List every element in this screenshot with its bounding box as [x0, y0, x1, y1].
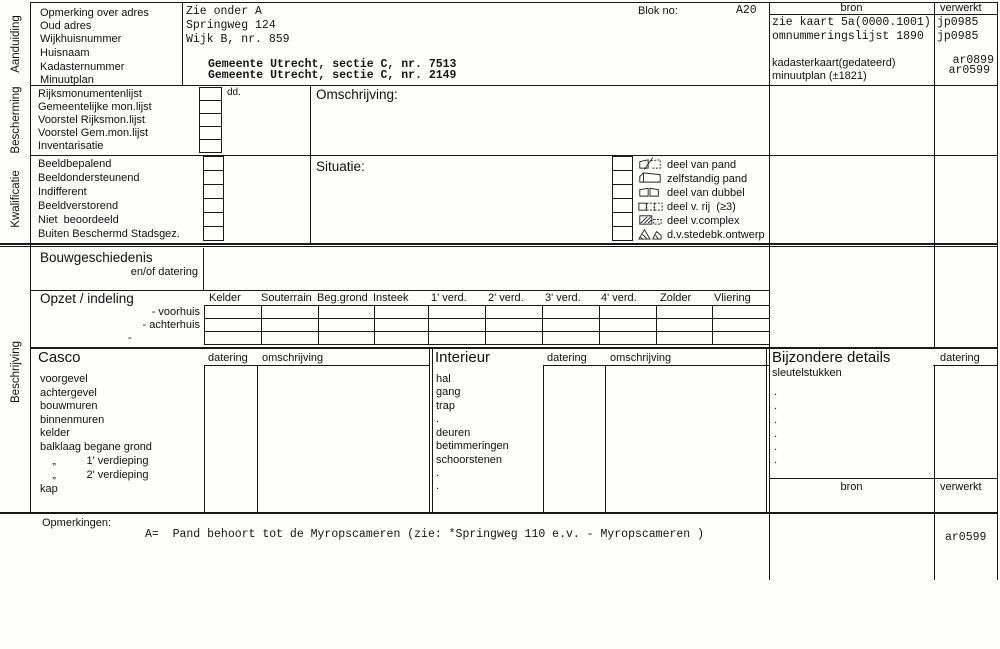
deel-v-rij-checkbox — [612, 198, 633, 213]
grid-line — [204, 318, 769, 319]
interieur-row-label: hal — [436, 373, 451, 385]
casco-row-label: bouwmuren — [40, 400, 98, 412]
double-building-icon — [637, 185, 663, 198]
section-divider — [0, 246, 997, 247]
voorstel-gemmon-checkbox — [199, 126, 222, 140]
field-label-wijkhuisnummer: Wijkhuisnummer — [40, 33, 122, 45]
interieur-omschrijving-header: omschrijving — [610, 352, 672, 364]
casco-datering-header: datering — [208, 352, 248, 364]
casco-omschrijving-header: omschrijving — [262, 352, 324, 364]
bijzondere-datering-header: datering — [940, 352, 980, 364]
divider — [30, 290, 769, 291]
complex-building-icon — [637, 213, 663, 226]
side-label-kwalificatie: Kwalificatie — [10, 170, 22, 228]
opmerkingen-note: A= Pand behoort tot de Myropscameren (zie: *Springweg 110 e.v. - Myropscameren ) — [145, 528, 704, 541]
opzet-column-header: 3' verd. — [545, 292, 581, 304]
value-opmerking-over-adres: Zie onder A — [186, 5, 262, 18]
half-building-icon — [637, 157, 663, 170]
sleutelstukken-label: sleutelstukken — [772, 367, 842, 379]
dd-label: dd. — [227, 87, 241, 98]
kwalificatie-item-label: Niet beoordeeld — [38, 214, 119, 226]
opzet-column-header: Beg.grond — [317, 292, 368, 304]
opzet-column-header: 1' verd. — [431, 292, 467, 304]
grid-line — [374, 305, 375, 344]
bron-entry: omnummeringslijst 1890 — [772, 30, 924, 43]
kwalificatie-item-label: Indifferent — [38, 186, 87, 198]
situatie-option-label: deel van pand — [667, 159, 737, 171]
casco-row-label: binnenmuren — [40, 414, 105, 426]
bron-entry-printed: minuutplan (±1821) — [772, 70, 867, 82]
indifferent-checkbox — [203, 184, 224, 199]
detail-dot-row: . — [774, 428, 778, 440]
divider — [30, 85, 997, 86]
value-minuutplan: Gemeente Utrecht, sectie C, nr. 2149 — [208, 69, 457, 82]
verwerkt-entry: jp0985 — [937, 30, 979, 43]
opzet-column-header: Vliering — [714, 292, 751, 304]
side-label-aanduiding: Aanduiding — [10, 15, 22, 73]
value-oud-adres: Springweg 124 — [186, 19, 276, 32]
detail-dot-row: . — [774, 400, 778, 412]
divider — [933, 365, 997, 366]
divider — [204, 365, 429, 366]
grid-line — [485, 305, 486, 344]
interieur-row-label: . — [436, 480, 440, 492]
bron-entry: zie kaart 5a(0000.1001) — [772, 16, 931, 29]
panel-divider — [432, 347, 433, 512]
interieur-row-label: schoorstenen — [436, 454, 503, 466]
interieur-row-label: . — [436, 467, 440, 479]
opzet-row-label-voorhuis: - voorhuis — [151, 306, 200, 318]
interieur-row-label: deuren — [436, 427, 471, 439]
verwerkt-column-header: verwerkt — [940, 2, 982, 14]
bron-column-header: bron — [840, 2, 863, 14]
verwerkt-entry: jp0985 — [937, 16, 979, 29]
grid-line — [204, 305, 769, 306]
value-wijkhuisnummer: Wijk B, nr. 859 — [186, 33, 290, 46]
divider — [257, 365, 258, 512]
deel-van-pand-checkbox — [612, 156, 633, 171]
opzet-column-header: Souterrain — [261, 292, 312, 304]
voorstel-rijksmon-checkbox — [199, 113, 222, 127]
divider — [605, 365, 606, 512]
bescherming-item-label: Rijksmonumentenlijst — [38, 88, 142, 100]
opzet-row-label-achterhuis: - achterhuis — [142, 319, 200, 331]
bouwgeschiedenis-subtitle: en/of datering — [130, 266, 198, 278]
bescherming-item-label: Voorstel Gem.mon.lijst — [38, 127, 149, 139]
bijzondere-verwerkt-header: verwerkt — [940, 481, 982, 493]
casco-row-label: kap — [40, 483, 58, 495]
kwalificatie-item-label: Beeldbepalend — [38, 158, 112, 170]
verwerkt-entry: ar0899 — [952, 54, 994, 67]
zelfstandig-pand-checkbox — [612, 170, 633, 185]
rijksmonumentenlijst-checkbox — [199, 87, 222, 101]
gemeentelijke-monlijst-checkbox — [199, 100, 222, 114]
detail-dot-row: . — [774, 454, 778, 466]
casco-row-label: kelder — [40, 427, 70, 439]
deel-v-complex-checkbox — [612, 212, 633, 227]
interieur-row-label: trap — [436, 400, 455, 412]
bijzondere-bron-header: bron — [840, 481, 863, 493]
bijzondere-details-title: Bijzondere details — [772, 349, 891, 366]
divider — [203, 248, 204, 290]
section-divider — [0, 512, 997, 514]
side-label-beschrijving: Beschrijving — [10, 341, 22, 403]
opzet-column-header: 4' verd. — [601, 292, 637, 304]
kwalificatie-item-label: Beeldondersteunend — [38, 172, 140, 184]
value-kadasternummer: Gemeente Utrecht, sectie C, nr. 7513 — [208, 58, 457, 71]
blok-no-value: A20 — [736, 4, 757, 17]
omschrijving-heading: Omschrijving: — [316, 87, 398, 102]
bijzondere-verwerkt-value: ar0599 — [945, 531, 987, 544]
row-buildings-icon — [637, 199, 663, 212]
bescherming-item-label: Gemeentelijke mon.lijst — [38, 101, 152, 113]
kwalificatie-item-label: Buiten Beschermd Stadsgez. — [38, 228, 180, 240]
divider — [30, 155, 997, 156]
interieur-title: Interieur — [435, 349, 491, 366]
field-label-kadasternummer: Kadasternummer — [40, 61, 125, 73]
divider — [543, 365, 769, 366]
divider — [30, 2, 31, 513]
opmerkingen-label: Opmerkingen: — [42, 517, 112, 529]
divider — [934, 365, 935, 580]
divider — [997, 2, 998, 580]
detail-dot-row: . — [774, 386, 778, 398]
opzet-column-header: 2' verd. — [488, 292, 524, 304]
situatie-option-label: deel v.complex — [667, 215, 740, 227]
panel-divider — [766, 347, 767, 512]
dv-stedebk-ontwerp-checkbox — [612, 226, 633, 241]
grid-line — [204, 305, 205, 344]
grid-line — [599, 305, 600, 344]
casco-row-label: achtergevel — [40, 387, 97, 399]
buiten-beschermd-stadsgez-checkbox — [203, 226, 224, 241]
situatie-heading: Situatie: — [316, 159, 365, 174]
divider — [543, 365, 544, 512]
urban-plan-icon — [637, 227, 663, 240]
casco-title: Casco — [38, 349, 81, 366]
blok-no-label: Blok no: — [638, 5, 678, 17]
niet-beoordeeld-checkbox — [203, 212, 224, 227]
field-label-opmerking-over-adres: Opmerking over adres — [40, 7, 149, 19]
beeldverstorend-checkbox — [203, 198, 224, 213]
beeldondersteunend-checkbox — [203, 170, 224, 185]
divider — [769, 478, 997, 479]
opzet-column-header: Kelder — [209, 292, 241, 304]
bescherming-item-label: Voorstel Rijksmon.lijst — [38, 114, 145, 126]
interieur-row-label: betimmeringen — [436, 440, 509, 452]
interieur-row-label: . — [436, 413, 440, 425]
grid-line — [204, 331, 769, 332]
grid-line — [712, 305, 713, 344]
opzet-row-label-blank: - — [128, 332, 132, 344]
interieur-row-label: gang — [436, 386, 461, 398]
side-label-bescherming: Bescherming — [10, 86, 22, 154]
opzet-indeling-title: Opzet / indeling — [40, 291, 134, 306]
grid-line — [542, 305, 543, 344]
casco-row-label: balklaag begane grond — [40, 441, 152, 453]
verwerkt-entry: ar0599 — [948, 64, 990, 77]
field-label-minuutplan: Minuutplan — [40, 74, 94, 86]
bron-entry-printed: kadasterkaart(gedateerd) — [772, 57, 896, 69]
detail-dot-row: . — [774, 441, 778, 453]
situatie-option-label: deel v. rij (≥3) — [667, 201, 736, 213]
deel-van-dubbel-checkbox — [612, 184, 633, 199]
casco-row-label: voorgevel — [40, 373, 88, 385]
field-label-oud-adres: Oud adres — [40, 20, 92, 32]
divider — [310, 85, 311, 243]
beeldbepalend-checkbox — [203, 156, 224, 171]
divider — [182, 2, 183, 85]
bescherming-item-label: Inventarisatie — [38, 140, 104, 152]
detail-dot-row: . — [774, 414, 778, 426]
kwalificatie-item-label: Beeldverstorend — [38, 200, 119, 212]
field-label-huisnaam: Huisnaam — [40, 47, 90, 59]
opzet-column-header: Insteek — [373, 292, 409, 304]
grid-line — [656, 305, 657, 344]
situatie-option-label: zelfstandig pand — [667, 173, 748, 185]
situatie-option-label: deel van dubbel — [667, 187, 745, 199]
bouwgeschiedenis-title: Bouwgeschiedenis — [40, 250, 153, 265]
opzet-column-header: Zolder — [660, 292, 692, 304]
grid-line — [428, 305, 429, 344]
section-divider — [0, 243, 997, 245]
casco-row-label: „ 1' verdieping — [40, 455, 149, 467]
grid-line — [204, 344, 769, 345]
single-building-icon — [637, 171, 663, 184]
panel-divider — [429, 347, 430, 512]
divider — [204, 365, 205, 512]
casco-row-label: „ 2' verdieping — [40, 469, 149, 481]
grid-line — [318, 305, 319, 344]
inventarisatie-checkbox — [199, 139, 222, 153]
situatie-option-label: d.v.stedebk.ontwerp — [667, 229, 765, 241]
interieur-datering-header: datering — [547, 352, 587, 364]
grid-line — [261, 305, 262, 344]
